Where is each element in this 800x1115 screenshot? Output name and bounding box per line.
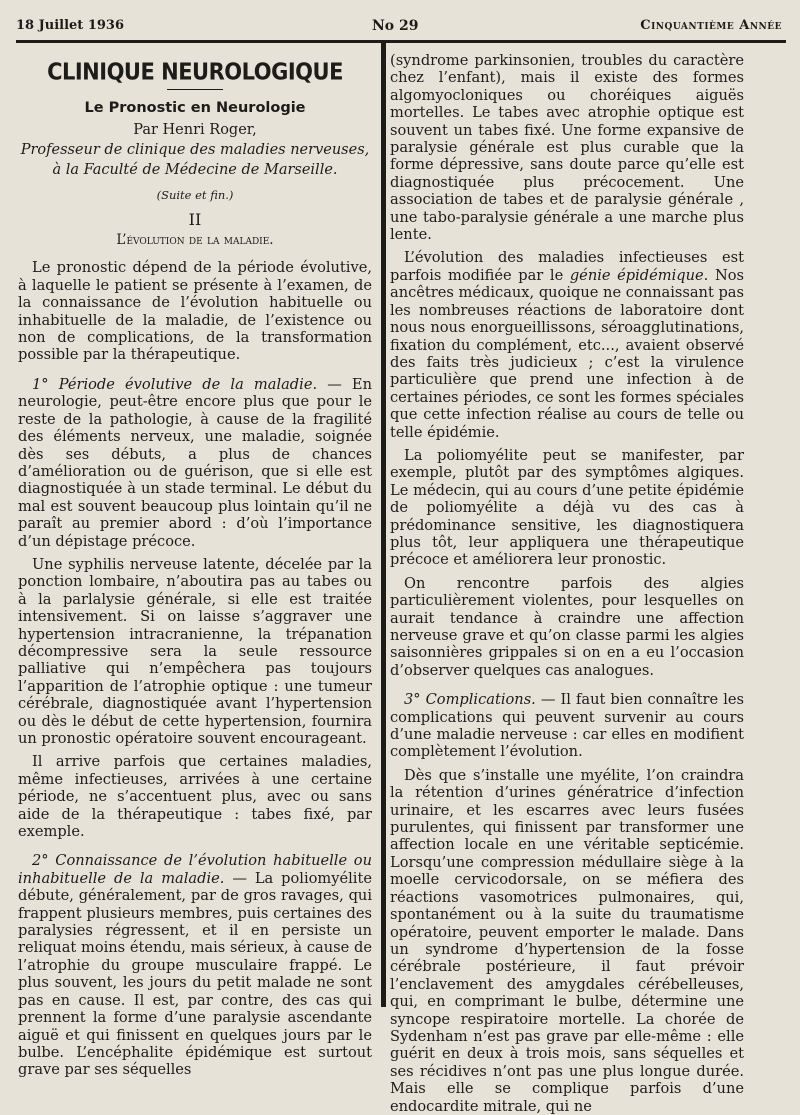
issue-number: No 29 (372, 18, 419, 34)
section-heading: 2° Connaissance de l’évolution habituelle ou inhabituelle de la maladie. (18, 852, 372, 887)
title-rule (167, 89, 223, 90)
paragraph: (syndrome parkinsonien, troubles du caractère chez l’enfant), mais il existe des formes algomyocloniques ou choréiques aiguës mortelles. Le tabes avec atrophie optique est souvent un tabes fixé. Une forme expansive de paralysie générale est plus curable que la forme dépressive, sans doute parce qu’elle est diagnostiquée plus précocement. Une association de tabes et de paralysie générale , une tabo-paralysie générale a une marche plus lente. (390, 52, 744, 244)
paragraph-text: — Il faut bien connaître les complications qui peuvent survenir au cours d’une maladie nerveuse : car elles en modifient complètement l’évolution. (390, 691, 744, 761)
left-column (18, 58, 372, 1079)
paragraph: Une syphilis nerveuse latente, décelée par la ponction lombaire, n’aboutira pas au tabes ou à la parlalysie générale, si elle est traitée intensivement. Si on laisse s’aggraver une hypertension intracranienne, la trépanation décompressive sera la seule ressource palliative qui n’empêchera pas toujours l’apparition de l’atrophie optique : une tumeur cérébrale, diagnostiquée avant l’hypertension ou dès le début de cette hypertension, fournira un pronostic opératoire souvent encourageant. (18, 555, 372, 747)
paragraph: Il arrive parfois que certaines maladies, même infectieuses, arrivées à une certaine période, ne s’accentuent plus, avec ou sans aide de la thérapeutique : tabes fixé, par exemple. (18, 753, 372, 841)
paragraph-text: . Nos ancêtres médicaux, quoique ne connaissant pas les nombreuses réactions de laboratoire dont nous nous enorgueillissons, séroagglutinations, fixation du complément, etc..., avaient observé des faits très judicieux ; c’est la virulence particulière que prend une infection à de certaines périodes, ce sont les formes spéciales que cette infection réalise au cours de telle ou telle épidémie. (390, 266, 744, 441)
paragraph (390, 691, 744, 761)
part-number: II (188, 209, 202, 229)
paragraph: On rencontre parfois des algies particulièrement violentes, pour lesquelles on aurait tendance à craindre une affection nerveuse grave et qu’on classe parmi les algies saisonnières grippales si on en a eu l’occasion d’observer quelques cas analogues. (390, 574, 744, 679)
paragraph-text: — La poliomyélite débute, généralement, par de gros ravages, qui frappent plusieurs membres, puis certaines des paralysies régressent, et il en persiste un reliquat moins étendu, mais sérieux, à cause de l’atrophie du groupe musculaire frappé. Le plus souvent, les jours du petit malade ne sont pas en cause. Il est, par contre, des cas qui prennent la forme d’une paralysie ascendante aiguë et qui finissent en quelques jours par le bulbe. L’encéphalite épidémique est surtout grave par ses séquelles (18, 869, 372, 1079)
paragraph: La poliomyélite peut se manifester, par exemple, plutôt par des symptômes algiques. Le médecin, qui au cours d’une petite épidémie de poliomyélite a déjà vu des cas à prédominance sensitive, les diagnostiquera plus tôt, leur appliquera une thérapeutique précoce et améliorera leur pronostic. (390, 446, 744, 569)
author-byline: Par Henri Roger, (133, 121, 257, 138)
issue-year: Cinquantième Année (640, 18, 782, 33)
section-heading: 3° Complications. (404, 691, 536, 709)
paragraph (18, 852, 372, 1078)
author-affiliation-2: à la Faculté de Médecine de Marseille. (52, 162, 338, 179)
right-column (390, 52, 744, 1115)
page-header (16, 14, 786, 43)
rubric-title: CLINIQUE NEUROLOGIQUE (47, 58, 343, 86)
part-title: L’évolution de la maladie. (116, 232, 274, 249)
continuation-note: (Suite et fin.) (156, 188, 234, 203)
paragraph: Dès que s’installe une myélite, l’on craindra la rétention d’urines génératrice d’infection urinaire, et les escarres avec leurs fusées purulentes, qui finissent par transformer une affection locale en une véritable septicémie. Lorsqu’une compression médullaire siège à la moelle cervicodorsale, on se méfiera des réactions vasomotrices pulmonaires, qui, spontanément ou à la suite du traumatisme opératoire, peuvent emporter le malade. Dans un syndrome d’hypertension de la fosse cérébrale postérieure, il faut prévoir l’enclavement des amygdales cérébelleuses, qui, en comprimant le bulbe, détermine une syncope respiratoire mortelle. La chorée de Sydenham n’est pas grave par elle-même : elle guérit en deux à trois mois, sans séquelles et ses récidives n’ont pas une plus longue durée. Mais elle se complique parfois d’une endocardite mitrale, qui ne (390, 766, 744, 1115)
article-title: Le Pronostic en Neurologie (84, 100, 306, 117)
issue-date: 18 Juillet 1936 (16, 18, 125, 33)
author-affiliation-1: Professeur de clinique des maladies nerveuses, (20, 142, 370, 159)
emphasis-text: génie épidémique (569, 266, 704, 284)
paragraph (390, 249, 744, 440)
paragraph-text: L’évolution des maladies infectieuses est parfois modifiée par le (390, 249, 744, 284)
section-heading: 1° Période évolutive de la maladie. (32, 375, 318, 393)
column-divider (381, 42, 386, 1007)
paragraph (18, 376, 372, 550)
paragraph: Le pronostic dépend de la période évolutive, à laquelle le patient se présente à l’examen, de la connaissance de l’évolution habituelle ou inhabituelle de la maladie, de l’existence ou non de complications, de la transformation possible par la thérapeutique. (18, 259, 372, 364)
paragraph-text: — En neurologie, peut-être encore plus que pour le reste de la pathologie, à cause de la fragilité des éléments nerveux, une maladie, soignée dès ses débuts, a plus de chances d’amélioration ou de guérison, que si elle est diagnostiquée à un stade terminal. Le début du mal est souvent beaucoup plus lointain qu’il ne paraît au premier abord : d’où l’importance d’un dépistage précoce. (18, 375, 372, 550)
